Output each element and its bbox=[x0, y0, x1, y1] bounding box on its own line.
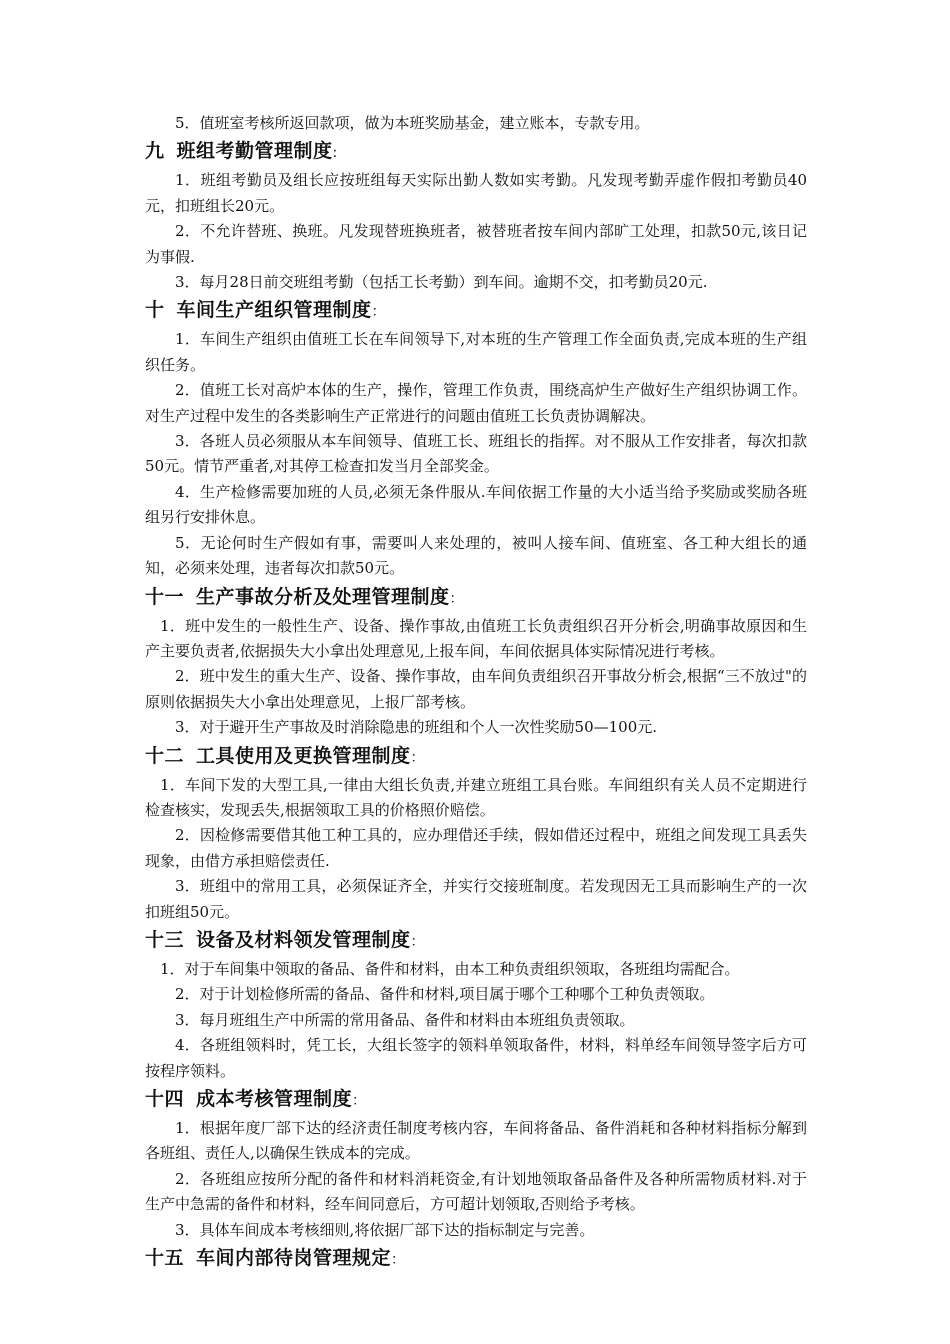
section-heading bbox=[145, 136, 807, 168]
paragraph: 2．因检修需要借其他工种工具的，应办理借还手续，假如借还过程中，班组之间发现工具丢失现象，由借方承担赔偿责任. bbox=[145, 826, 807, 870]
paragraph: 1．车间下发的大型工具,一律由大组长负责,并建立班组工具台账。车间组织有关人员不定期进行检查核实，发现丢失,根据领取工具的价格照价赔偿。 bbox=[145, 775, 807, 819]
section-number: 十一 bbox=[145, 585, 185, 608]
section-number: 十四 bbox=[145, 1088, 185, 1110]
section-heading bbox=[145, 295, 807, 327]
section-colon: ： bbox=[352, 1093, 367, 1109]
section-heading bbox=[145, 1084, 807, 1116]
section-colon: ： bbox=[410, 933, 426, 950]
paragraph: 3．具体车间成本考核细则,将依据厂部下达的指标制定与完善。 bbox=[175, 1220, 595, 1239]
paragraph: 2．值班工长对高炉本体的生产，操作，管理工作负责，围绕高炉生产做好生产组织协调工作。对生产过程中发生的各类影响生产正常进行的问题由值班工长负责协调解决。 bbox=[145, 381, 807, 425]
section-title: 成本考核管理制度 bbox=[196, 1088, 353, 1110]
section-title: 班组考勤管理制度 bbox=[176, 140, 333, 163]
paragraph: 1．根据年度厂部下达的经济责任制度考核内容，车间将备品、备件消耗和各种材料指标分解到各班组、责任人,以确保生铁成本的完成。 bbox=[145, 1119, 807, 1163]
section-heading bbox=[145, 1243, 807, 1275]
paragraph: 3．各班人员必须服从本车间领导、值班工长、班组长的指挥。对不服从工作安排者，每次扣款50元。情节严重者,对其停工检查扣发当月全部奖金。 bbox=[145, 432, 807, 476]
section-number: 十 bbox=[145, 299, 165, 322]
section-title: 生产事故分析及处理管理制度 bbox=[196, 585, 450, 608]
section-title: 设备及材料领发管理制度 bbox=[196, 928, 411, 951]
section-heading bbox=[145, 582, 807, 614]
section-colon: ： bbox=[449, 590, 465, 607]
paragraph: 2．班中发生的重大生产、设备、操作事故，由车间负责组织召开事故分析会,根据“三不放过"的原则依据损失大小拿出处理意见，上报厂部考核。 bbox=[145, 667, 807, 711]
document-body bbox=[145, 111, 807, 1275]
paragraph: 4．各班组领料时，凭工长，大组长签字的领料单领取备件，材料，料单经车间领导签字后方可按程序领料。 bbox=[145, 1036, 807, 1080]
paragraph: 3．每月班组生产中所需的常用备品、备件和材料由本班组负责领取。 bbox=[175, 1010, 635, 1029]
section-number: 十三 bbox=[145, 928, 185, 951]
paragraph: 5．无论何时生产假如有事，需要叫人来处理的，被叫人接车间、值班室、各工种大组长的通知，必须来处理，违者每次扣款50元。 bbox=[145, 533, 807, 578]
section-colon: : bbox=[332, 145, 338, 162]
paragraph: 3．每月28日前交班组考勤（包括工长考勤）到车间。逾期不交，扣考勤员20元. bbox=[175, 273, 708, 292]
section-number: 九 bbox=[145, 140, 165, 163]
paragraph: 3．对于避开生产事故及时消除隐患的班组和个人一次性奖励50—100元. bbox=[175, 718, 658, 737]
paragraph: 2．不允许替班、换班。凡发现替班换班者，被替班者按车间内部旷工处理，扣款50元,该日记为事假. bbox=[145, 222, 807, 266]
paragraph: 3．班组中的常用工具，必须保证齐全，并实行交接班制度。若发现因无工具而影响生产的一次扣班组50元。 bbox=[145, 877, 807, 921]
section-title: 车间内部待岗管理规定 bbox=[196, 1247, 392, 1270]
section-heading bbox=[145, 925, 807, 957]
paragraph: 4．生产检修需要加班的人员,必须无条件服从.车间依据工作量的大小适当给予奖励或奖励各班组另行安排休息。 bbox=[145, 482, 807, 527]
paragraph: 1．班组考勤员及组长应按班组每天实际出勤人数如实考勤。凡发现考勤弄虚作假扣考勤员40元，扣班组长20元。 bbox=[145, 171, 807, 215]
paragraph: 1．班中发生的一般性生产、设备、操作事故,由值班工长负责组织召开分析会,明确事故原因和生产主要负责者,依据损失大小拿出处理意见,上报车间，车间依据具体实际情况进行考核。 bbox=[145, 616, 807, 660]
paragraph: 1．对于车间集中领取的备品、备件和材料，由本工种负责组织领取，各班组均需配合。 bbox=[160, 959, 740, 978]
section-title: 车间生产组织管理制度 bbox=[176, 299, 372, 322]
section-colon: ： bbox=[410, 749, 426, 766]
section-heading bbox=[145, 741, 807, 773]
section-colon: ： bbox=[371, 304, 387, 321]
section-title: 工具使用及更换管理制度 bbox=[196, 744, 411, 767]
paragraph: 1．车间生产组织由值班工长在车间领导下,对本班的生产管理工作全面负责,完成本班的生产组织任务。 bbox=[145, 330, 807, 374]
paragraph: 5．值班室考核所返回款项，做为本班奖励基金，建立账本，专款专用。 bbox=[175, 114, 650, 132]
section-colon: ： bbox=[391, 1252, 406, 1269]
paragraph: 2．对于计划检修所需的备品、备件和材料,项目属于哪个工种哪个工种负责领取。 bbox=[175, 985, 715, 1004]
section-number: 十二 bbox=[145, 744, 185, 767]
paragraph: 2．各班组应按所分配的备件和材料消耗资金,有计划地领取备品备件及各种所需物质材料.对于生产中急需的备件和材料，经车间同意后，方可超计划领取,否则给予考核。 bbox=[145, 1169, 807, 1214]
section-number: 十五 bbox=[145, 1247, 185, 1270]
